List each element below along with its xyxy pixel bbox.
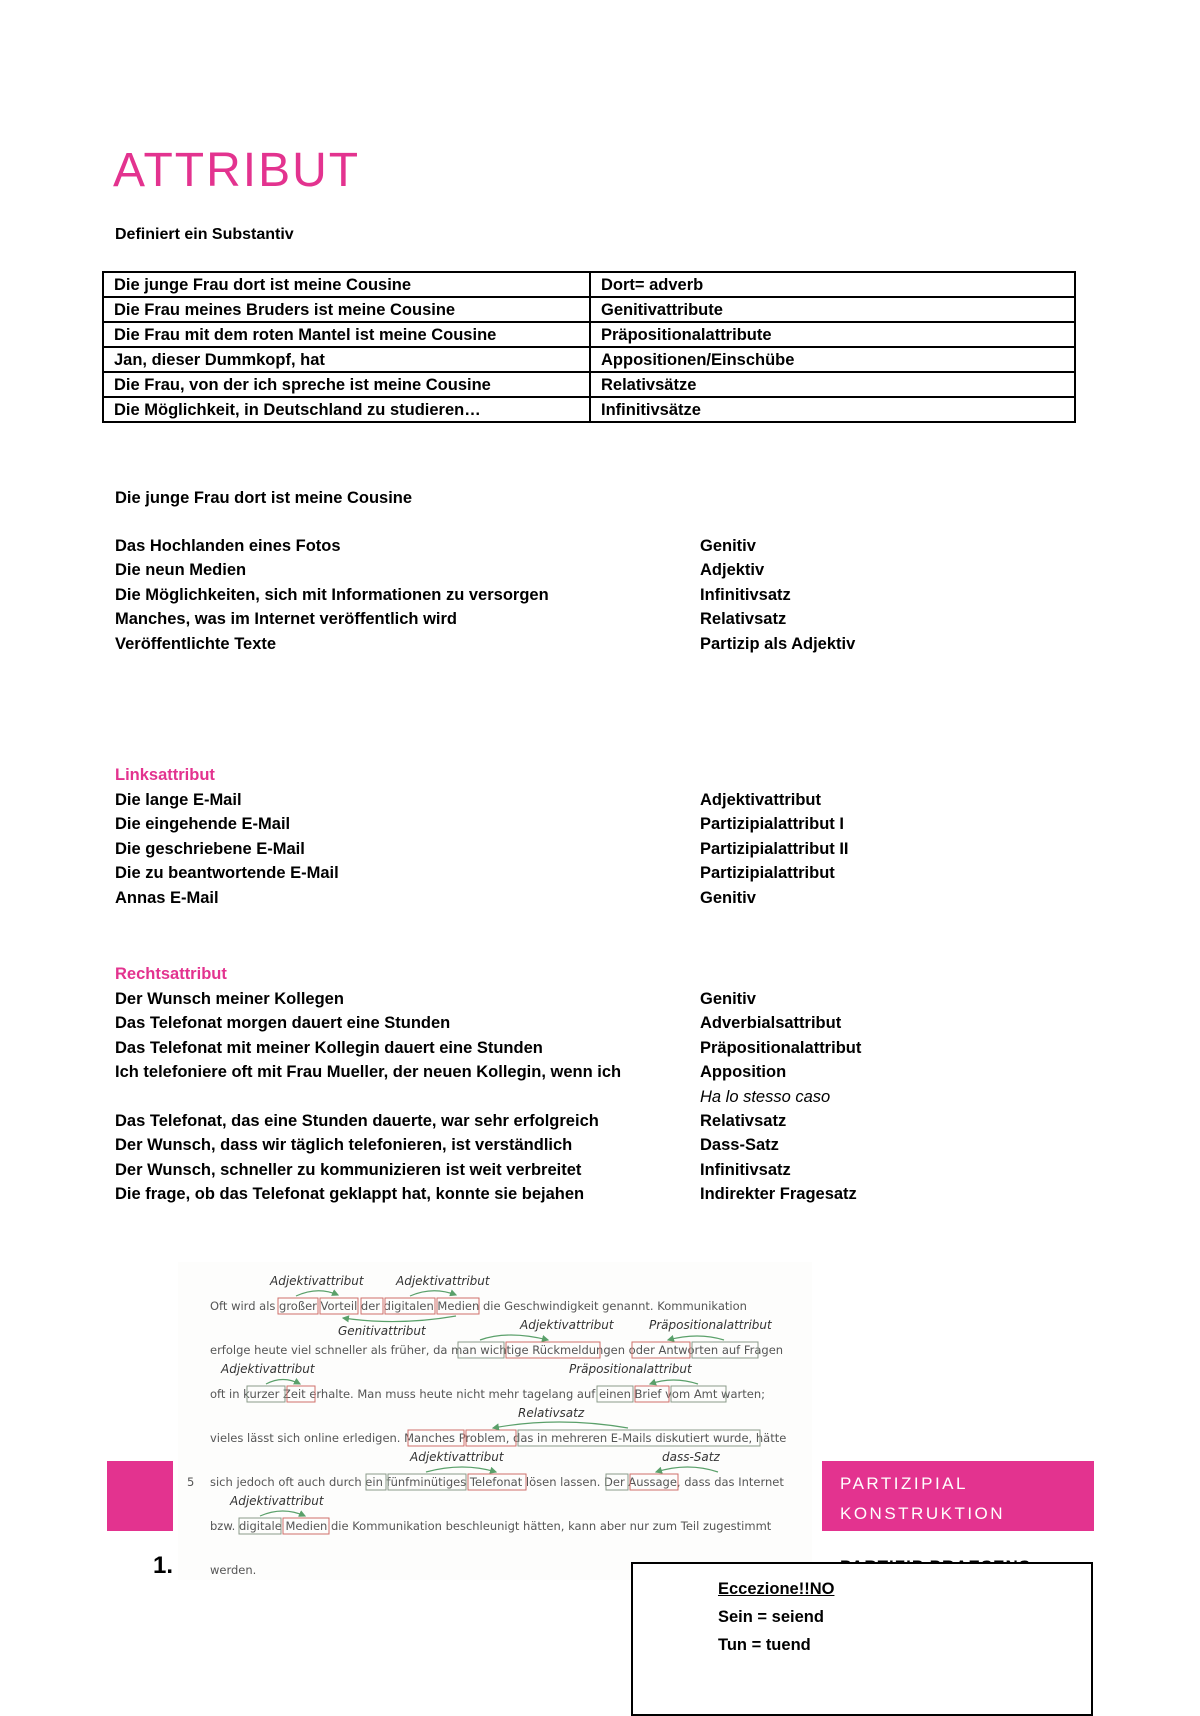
rechts-text: Das Telefonat mit meiner Kollegin dauert eine Stunden — [115, 1039, 543, 1057]
table-row — [103, 272, 1075, 297]
section-title-bar — [822, 1461, 1094, 1531]
links-text: Die eingehende E-Mail — [115, 815, 291, 833]
section-title-line: KONSTRUKTION — [840, 1504, 1006, 1523]
attribute-table — [102, 271, 1076, 423]
example-text: Die neun Medien — [115, 561, 247, 579]
section-title-line: PARTIZIPIAL — [840, 1474, 968, 1493]
exception-box — [631, 1562, 1093, 1716]
example-type: Relativsatz — [700, 610, 787, 628]
rechts-type: Genitiv — [700, 990, 756, 1008]
example-text: Die Möglichkeiten, sich mit Informationen zu versorgen — [115, 586, 549, 604]
table-cell-example: Die Frau mit dem roten Mantel ist meine Cousine — [103, 322, 590, 347]
links-text: Die lange E-Mail — [115, 791, 242, 809]
table-cell-type: Genitivattribute — [590, 297, 1075, 322]
example-type: Genitiv — [700, 537, 756, 555]
table-cell-type: Relativsätze — [590, 372, 1075, 397]
excerpt-arrow — [480, 1335, 548, 1340]
excerpt-label: Genitivattribut — [338, 1324, 426, 1338]
excerpt-line: werden. — [210, 1563, 257, 1577]
table-cell-example: Die junge Frau dort ist meine Cousine — [103, 272, 590, 297]
excerpt-line: vieles lässt sich online erledigen. Manches Problem, das in mehreren E-Mails diskutiert wurde, hätte — [210, 1431, 787, 1445]
excerpt-figure — [178, 1262, 812, 1580]
rechts-type: Präpositionalattribut — [700, 1039, 862, 1057]
exception-line: Sein = seiend — [718, 1608, 824, 1626]
rechts-heading: Rechtsattribut — [115, 965, 227, 983]
exception-title: Eccezione!!NO — [718, 1580, 835, 1598]
table-row — [103, 297, 1075, 322]
table-row — [103, 322, 1075, 347]
excerpt-label: Relativsatz — [518, 1406, 585, 1420]
rechts-text: Der Wunsch, schneller zu kommunizieren ist weit verbreitet — [115, 1161, 582, 1179]
table-row — [103, 347, 1075, 372]
rechts-type: Apposition — [700, 1063, 787, 1081]
table-cell-type: Appositionen/Einschübe — [590, 347, 1075, 372]
excerpt-arrow — [410, 1291, 456, 1296]
links-text: Die zu beantwortende E-Mail — [115, 864, 339, 882]
excerpt-arrow — [260, 1511, 305, 1516]
page-subtitle: Definiert ein Substantiv — [115, 226, 294, 243]
excerpt-arrow — [266, 1380, 300, 1385]
links-type: Partizipialattribut II — [700, 840, 849, 858]
table-cell-type: Präpositionalattribute — [590, 322, 1075, 347]
excerpt-label: Adjektivattribut — [410, 1450, 504, 1464]
excerpt-label: Adjektivattribut — [396, 1274, 490, 1288]
table-cell-type: Dort= adverb — [590, 272, 1075, 297]
excerpt-arrow — [650, 1380, 698, 1384]
excerpt-arrow — [426, 1467, 496, 1472]
table-row — [103, 397, 1075, 422]
excerpt-label: Adjektivattribut — [270, 1274, 364, 1288]
excerpt-line-number: 5 — [187, 1475, 195, 1489]
excerpt-line: sich jedoch oft auch durch ein fünfminütiges Telefonat lösen lassen. Der Aussage, dass das Internet — [210, 1475, 784, 1489]
rechts-note: Ha lo stesso caso — [700, 1088, 831, 1106]
example-text: Das Hochlanden eines Fotos — [115, 537, 341, 555]
example-text: Veröffentlichte Texte — [115, 635, 277, 653]
example-type: Adjektiv — [700, 561, 765, 579]
rechts-text: Der Wunsch, dass wir täglich telefonieren, ist verständlich — [115, 1136, 573, 1154]
links-type: Partizipialattribut — [700, 864, 835, 882]
links-type: Partizipialattribut I — [700, 815, 844, 833]
rechts-text: Das Telefonat, das eine Stunden dauerte, war sehr erfolgreich — [115, 1112, 599, 1130]
table-cell-example: Jan, dieser Dummkopf, hat — [103, 347, 590, 372]
excerpt-line: oft in kurzer Zeit erhalte. Man muss heute nicht mehr tagelang auf einen Brief vom Amt warten; — [210, 1387, 765, 1401]
excerpt-arrow — [668, 1336, 724, 1340]
exception-line: Tun = tuend — [718, 1636, 811, 1654]
excerpt-line: bzw. digitale Medien die Kommunikation beschleunigt hätten, kann aber nur zum Teil zugestimmt — [210, 1519, 772, 1533]
rechts-type: Relativsatz — [700, 1112, 787, 1130]
links-heading: Linksattribut — [115, 766, 215, 784]
rechts-text: Das Telefonat morgen dauert eine Stunden — [115, 1014, 451, 1032]
annotated-excerpt-image — [178, 1262, 812, 1580]
table-cell-example: Die Frau meines Bruders ist meine Cousine — [103, 297, 590, 322]
excerpt-line: Oft wird als großer Vorteil der digitalen Medien die Geschwindigkeit genannt. Kommunikation — [210, 1299, 747, 1313]
links-type: Genitiv — [700, 889, 756, 907]
example-type: Partizip als Adjektiv — [700, 635, 856, 653]
links-text: Die geschriebene E-Mail — [115, 840, 305, 858]
rechts-type: Adverbialsattribut — [700, 1014, 842, 1032]
excerpt-arrow — [493, 1422, 628, 1428]
table-cell-example: Die Frau, von der ich spreche ist meine Cousine — [103, 372, 590, 397]
links-text: Annas E-Mail — [115, 889, 219, 907]
example-heading: Die junge Frau dort ist meine Cousine — [115, 489, 413, 507]
rechts-type: Indirekter Fragesatz — [700, 1185, 857, 1203]
excerpt-label: Adjektivattribut — [230, 1494, 324, 1508]
excerpt-label: dass-Satz — [662, 1450, 720, 1464]
excerpt-label: Präpositionalattribut — [649, 1318, 772, 1332]
rechts-type: Dass-Satz — [700, 1136, 779, 1154]
excerpt-line: erfolge heute viel schneller als früher, da man wichtige Rückmeldungen oder Antworten auf Fragen — [210, 1343, 784, 1357]
excerpt-arrow — [296, 1291, 338, 1296]
table-row — [103, 372, 1075, 397]
example-text: Manches, was im Internet veröffentlich wird — [115, 610, 457, 628]
rechts-text: Der Wunsch meiner Kollegen — [115, 990, 344, 1008]
rechts-type: Infinitivsatz — [700, 1161, 791, 1179]
rechts-text: Ich telefoniere oft mit Frau Mueller, der neuen Kollegin, wenn ich — [115, 1063, 622, 1081]
links-type: Adjektivattribut — [700, 791, 822, 809]
example-type: Infinitivsatz — [700, 586, 791, 604]
section-number: 1. — [153, 1552, 174, 1579]
excerpt-arrow — [656, 1467, 718, 1472]
rechts-text: Die frage, ob das Telefonat geklappt hat, konnte sie bejahen — [115, 1185, 585, 1203]
excerpt-label: Präpositionalattribut — [569, 1362, 692, 1376]
section-marker-bar — [107, 1461, 173, 1531]
table-cell-type: Infinitivsätze — [590, 397, 1075, 422]
table-cell-example: Die Möglichkeit, in Deutschland zu studieren… — [103, 397, 590, 422]
page-title: ATTRIBUT — [113, 144, 361, 197]
excerpt-arrow — [343, 1316, 456, 1322]
excerpt-label: Adjektivattribut — [221, 1362, 315, 1376]
excerpt-label: Adjektivattribut — [520, 1318, 614, 1332]
